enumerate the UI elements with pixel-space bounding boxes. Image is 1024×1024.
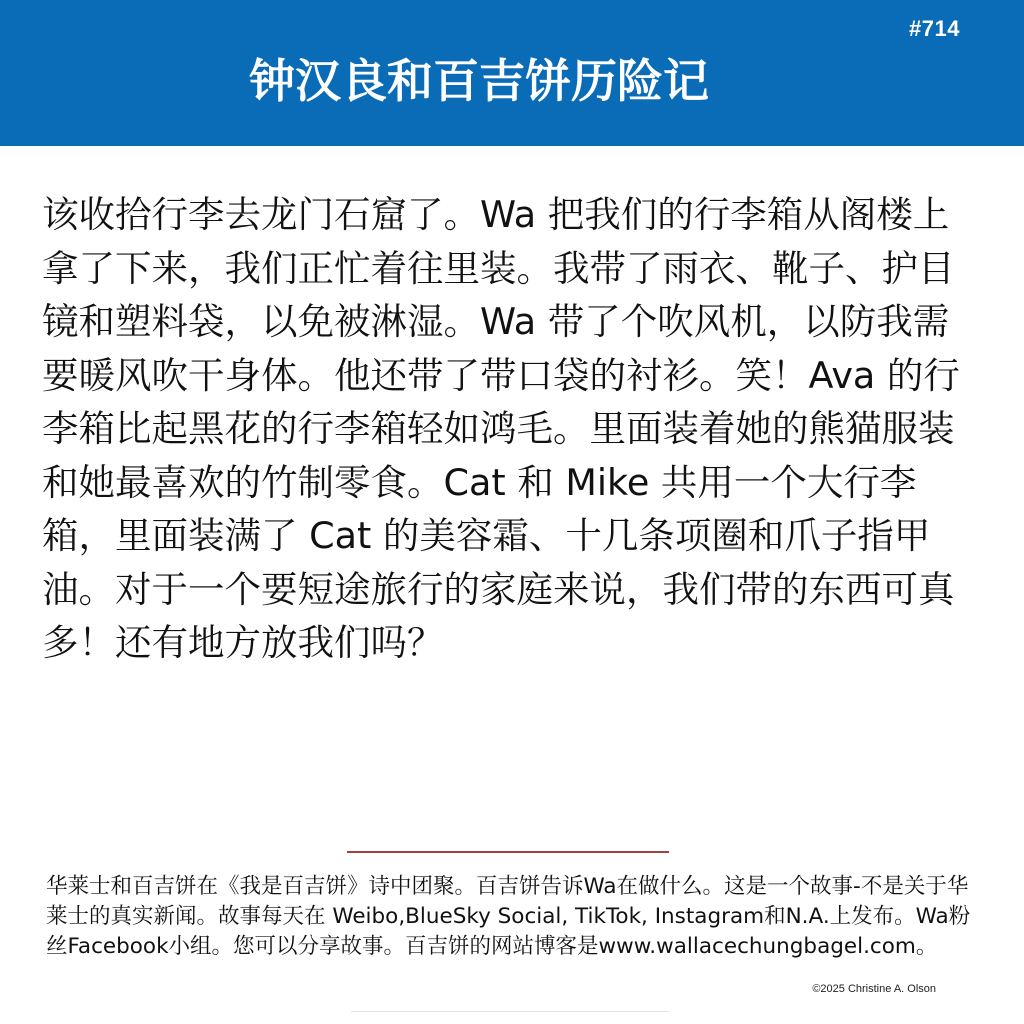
header-banner	[0, 0, 1024, 146]
footer-note: 华莱士和百吉饼在《我是百吉饼》诗中团聚。百吉饼告诉Wa在做什么。这是一个故事-不是关于华莱士的真实新闻。故事每天在 Weibo,BlueSky Social, TikTok, Instagram和N.A.上发布。Wa粉丝Facebook小组。您可以分享故事。百吉饼的网站博客是www.wallacechungbagel.com。	[46, 874, 971, 959]
copyright-notice: ©2025 Christine A. Olson	[812, 983, 936, 995]
footer-divider	[347, 851, 669, 853]
page-title: 钟汉良和百吉饼历险记	[249, 54, 709, 108]
story-text: 该收拾行李去龙门石窟了。Wa 把我们的行李箱从阁楼上拿了下来，我们正忙着往里装。我带了雨衣、靴子、护目镜和塑料袋，以免被淋湿。Wa 带了个吹风机，以防我需要暖风吹干身体。他还带了带口袋的衬衫。笑！Ava 的行李箱比起黑花的行李箱轻如鸿毛。里面装着她的熊猫服装和她最喜欢的竹制零食。Cat 和 Mike 共用一个大行李箱，里面装满了 Cat 的美容霜、十几条项圈和爪子指甲油。对于一个要短途旅行的家庭来说，我们带的东西可真多！还有地方放我们吗？	[42, 193, 960, 664]
bottom-divider	[351, 1011, 669, 1012]
episode-number: #714	[909, 16, 960, 41]
